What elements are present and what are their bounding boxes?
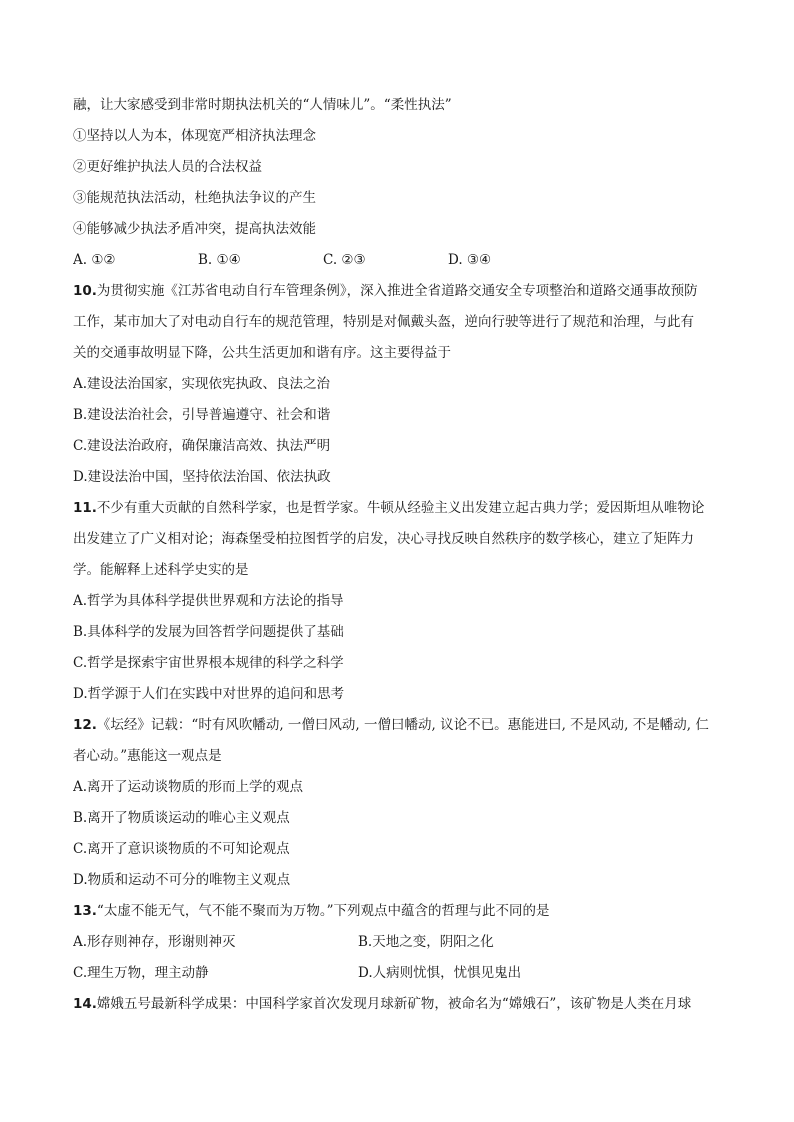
q9-stem-continuation: 融，让大家感受到非常时期执法机关的“人情味儿”。“柔性执法”	[73, 97, 452, 113]
q10-stem-line-2: 工作，某市加大了对电动自行车的规范管理，特别是对佩戴头盔，逆向行驶等进行了规范和治理，与此有	[73, 314, 694, 330]
q10-stem-line-1	[73, 281, 724, 312]
q12-option-c[interactable]: C.离开了意识谈物质的不可知论观点	[73, 841, 290, 857]
q10-option-b[interactable]: B.建设法治社会，引导普遍遵守、社会和谐	[73, 407, 331, 423]
q9-statement-3: ③能规范执法活动，杜绝执法争议的产生	[73, 190, 316, 206]
q14-stem-line-1	[73, 994, 724, 1018]
q11-option-c[interactable]: C.哲学是探索宇宙世界根本规律的科学之科学	[73, 655, 344, 671]
q12-option-b[interactable]: B.离开了物质谈运动的唯心主义观点	[73, 810, 290, 826]
q10-stem-line-3: 关的交通事故明显下降，公共生活更加和谐有序。这主要得益于	[73, 345, 451, 361]
q13-option-b[interactable]: B.天地之变，阴阳之化	[358, 934, 494, 950]
q9-statement-1: ①坚持以人为本，体现宽严相济执法理念	[73, 128, 316, 144]
q12-option-d[interactable]: D.物质和运动不可分的唯物主义观点	[73, 872, 291, 888]
q13-options-row-1	[73, 932, 724, 963]
q12-stem-text-1: 《坛经》记载：“时有风吹幡动, 一僧曰风动, 一僧曰幡动, 议论不已。惠能进曰, 不是风动, 不是幡动, 仁	[96, 717, 709, 733]
q11-stem-line-2: 出发建立了广义相对论；海森堡受柏拉图哲学的启发，决心寻找反映自然秩序的数学核心，建立了矩阵力	[73, 531, 694, 547]
q13-number: 13.	[73, 903, 97, 919]
q13-options-row-2	[73, 963, 724, 994]
q9-option-a[interactable]: A. ①②	[73, 252, 116, 268]
q10-option-c[interactable]: C.建设法治政府，确保廉洁高效、执法严明	[73, 438, 331, 454]
q11-stem-text-1: 不少有重大贡献的自然科学家，也是哲学家。牛顿从经验主义出发建立起古典力学；爱因斯坦从唯物论	[96, 500, 705, 516]
q10-option-a[interactable]: A.建设法治国家，实现依宪执政、良法之治	[73, 376, 331, 392]
q9-statement-4: ④能够减少执法矛盾冲突，提高执法效能	[73, 221, 316, 237]
q13-option-d[interactable]: D.人病则忧惧，忧惧见鬼出	[358, 965, 522, 981]
q13-option-a[interactable]: A.形存则神存，形谢则神灭	[73, 934, 236, 950]
q9-option-b[interactable]: B. ①④	[198, 252, 241, 268]
q13-stem-line-1	[73, 901, 724, 932]
q9-option-d[interactable]: D. ③④	[448, 252, 492, 268]
q9-option-c[interactable]: C. ②③	[323, 252, 366, 268]
q13-stem-text-1: “太虚不能无气，气不能不聚而为万物。”下列观点中蕴含的哲理与此不同的是	[96, 903, 550, 919]
q11-option-a[interactable]: A.哲学为具体科学提供世界观和方法论的指导	[73, 593, 344, 609]
q10-option-d[interactable]: D.建设法治中国，坚持依法治国、依法执政	[73, 469, 331, 485]
q14-number: 14.	[73, 996, 97, 1012]
q9-statement-2: ②更好维护执法人员的合法权益	[73, 159, 262, 175]
q10-number: 10.	[73, 283, 97, 299]
q14-stem-text-1: 嫦娥五号最新科学成果：中国科学家首次发现月球新矿物，被命名为“嫦娥石”，该矿物是人类在月球	[96, 996, 692, 1012]
q12-stem-line-1	[73, 715, 724, 746]
q11-stem-line-3: 学。能解释上述科学史实的是	[73, 562, 249, 578]
q11-number: 11.	[73, 500, 97, 516]
q9-options	[73, 250, 724, 281]
q10-stem-text-1: 为贯彻实施《江苏省电动自行车管理条例》，深入推进全省道路交通安全专项整治和道路交通事故预防	[96, 283, 698, 299]
q13-option-c[interactable]: C.理生万物，理主动静	[73, 965, 209, 981]
q11-option-b[interactable]: B.具体科学的发展为回答哲学问题提供了基础	[73, 624, 344, 640]
q11-option-d[interactable]: D.哲学源于人们在实践中对世界的追问和思考	[73, 686, 345, 702]
q11-stem-line-1	[73, 498, 724, 529]
q12-number: 12.	[73, 717, 97, 733]
q12-option-a[interactable]: A.离开了运动谈物质的形而上学的观点	[73, 779, 304, 795]
q12-stem-line-2: 者心动。”惠能这一观点是	[73, 748, 222, 764]
